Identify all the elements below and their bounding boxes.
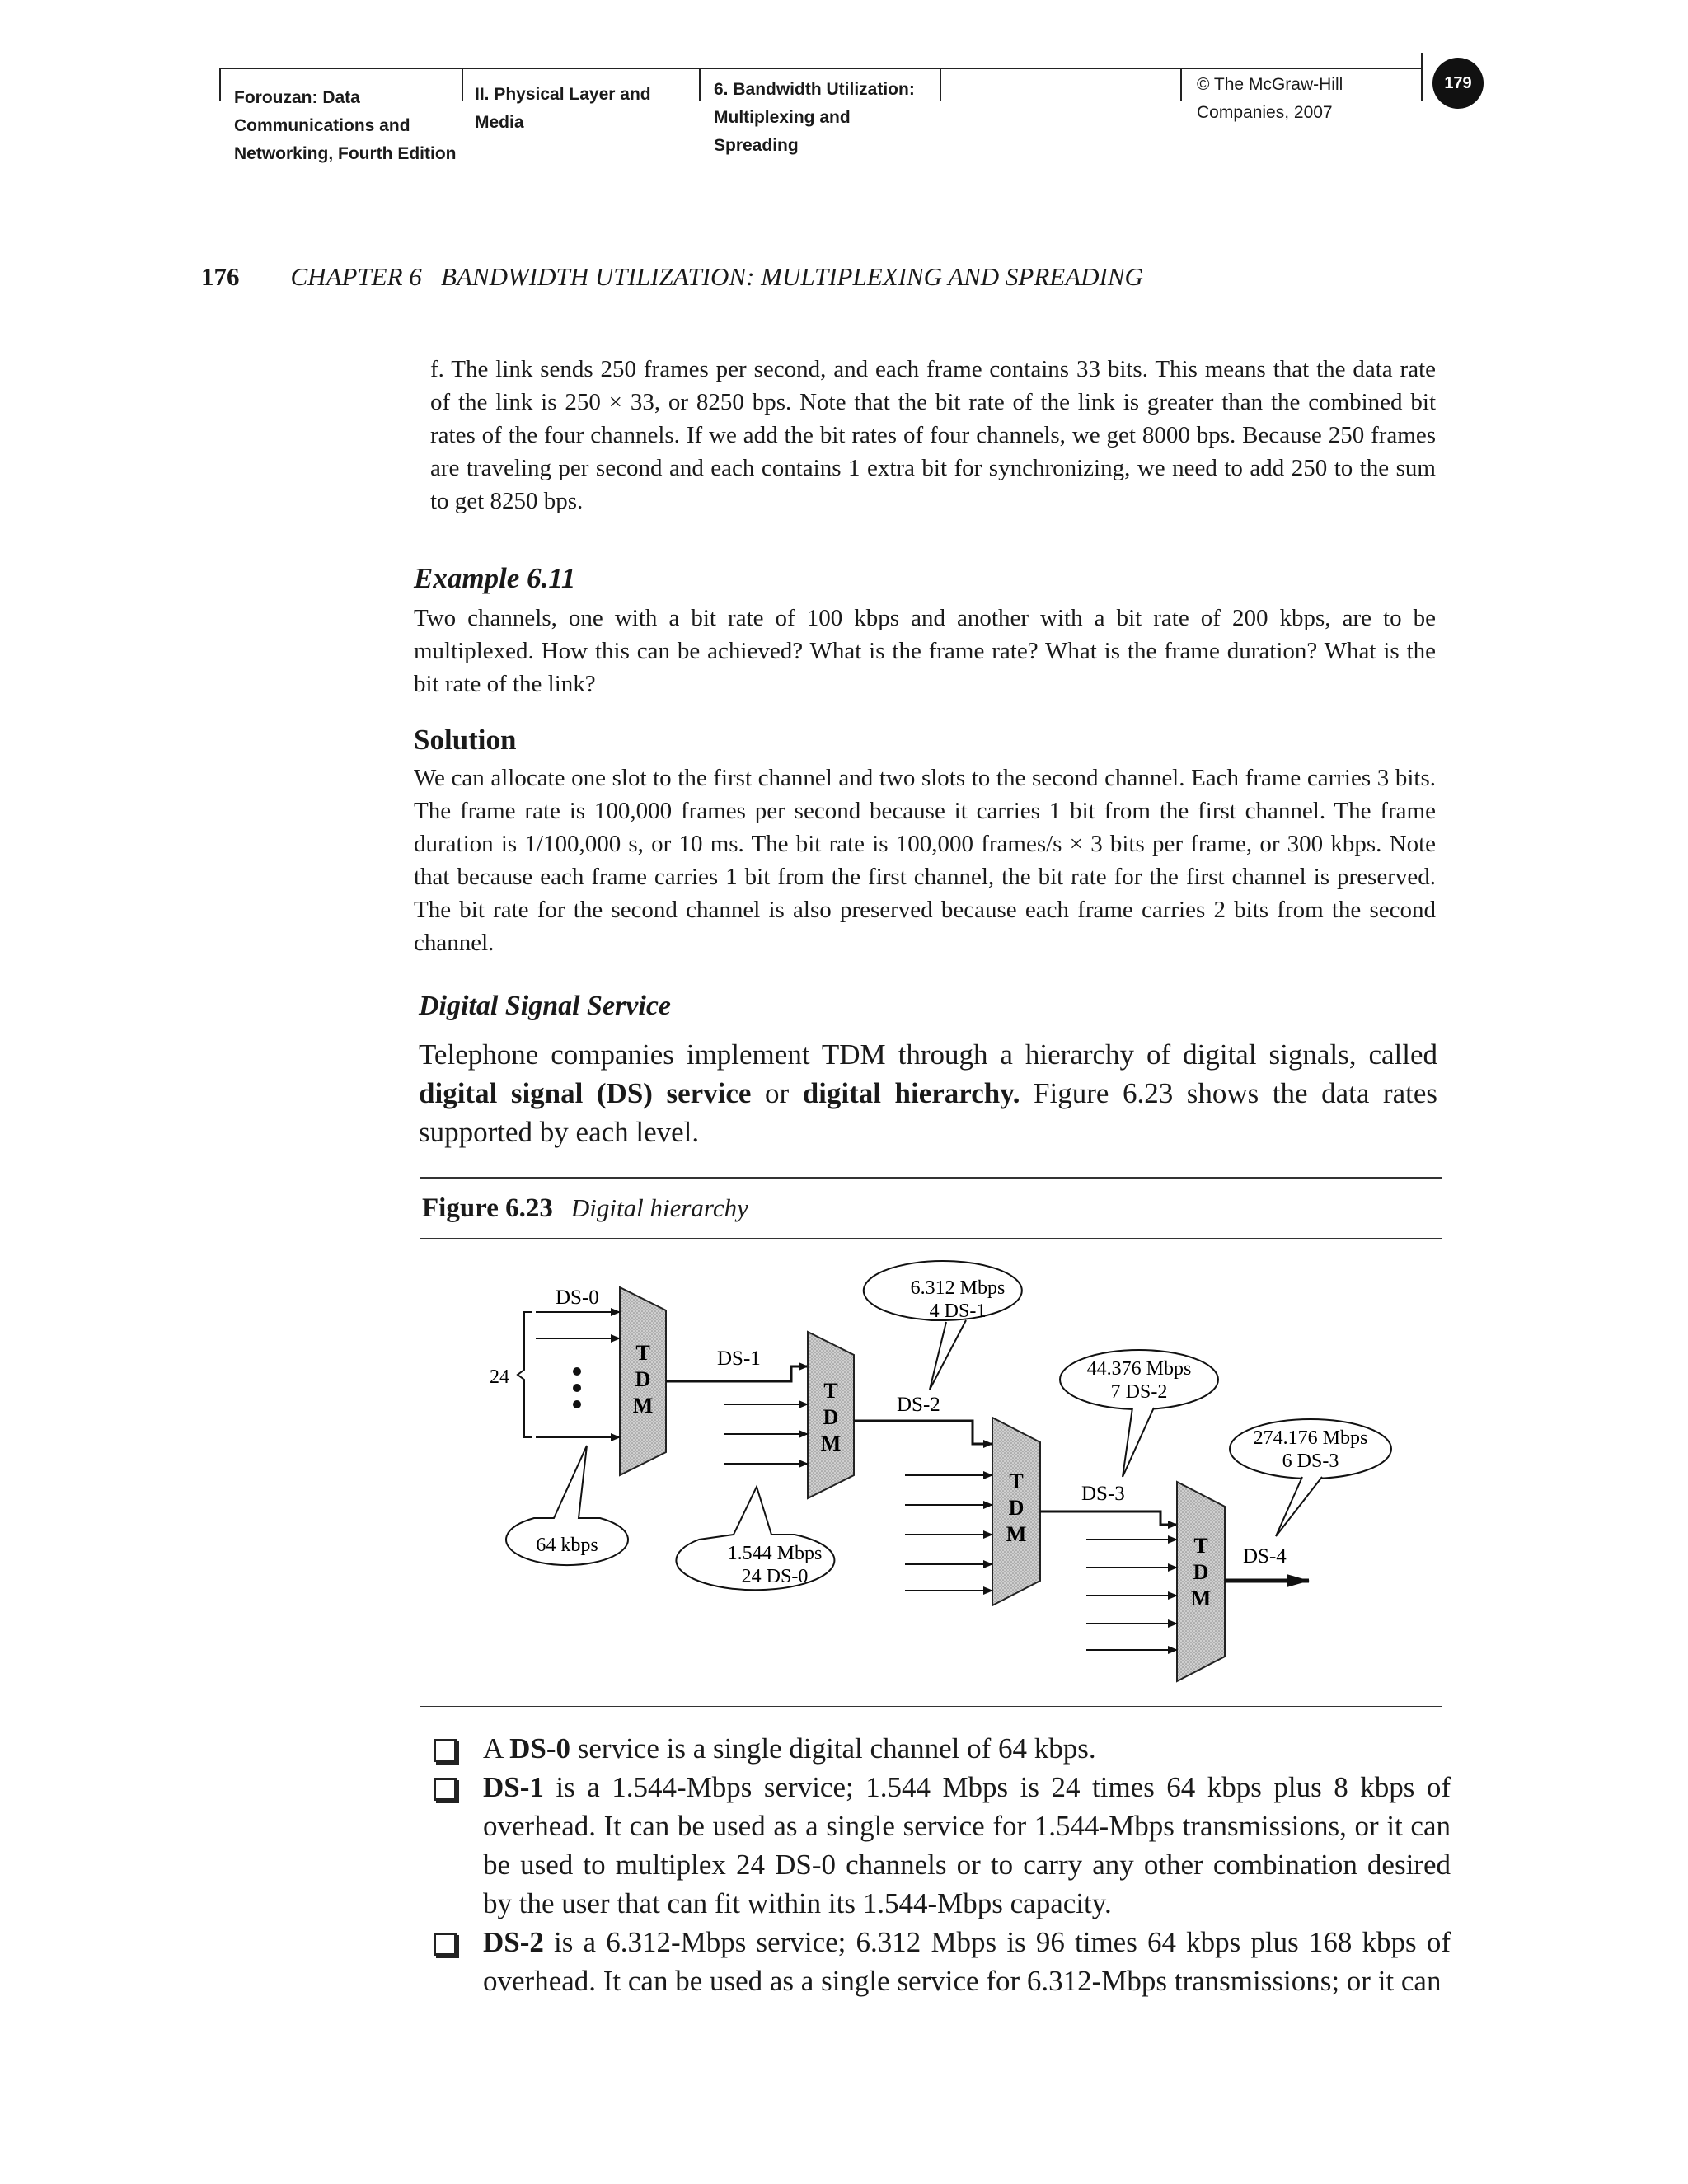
item-f-paragraph: f. The link sends 250 frames per second, and each frame contains 33 bits. This means that the data rate of the link is 250 × 33, or 8250 bps. Note that the bit rate of the link is greater than the combined bit rates of the four channels. If we add the bit rates of four channels, we get 8000 bps. Because 250 frames are traveling per second and each contains 1 extra bit for synchronizing, we need to add 250 to the sum to get 8250 bps. [430,356,1436,514]
page-number: 176 [201,262,240,291]
label-ds2: DS-2 [897,1394,940,1416]
checkbox-bullet-icon [434,1778,457,1801]
input-count: 24 [490,1366,509,1388]
ds-level-list [429,1729,1451,2000]
mux-letter: D [1193,1560,1209,1584]
callout-text: 7 DS-2 [1110,1381,1168,1403]
callout-pointer [1123,1408,1154,1477]
solution-text: We can allocate one slot to the first channel and two slots to the second channel. Each frame carries 3 bits. The frame rate is 100,000 frames per second because it carries 1 bit from the first channel. The frame duration is 1/100,000 s, or 10 ms. The bit rate is 100,000 frames/s × 3 bits per frame, or 300 kbps. Note that because each frame carries 1 bit from the first channel, the bit rate for the first channel is preserved. The bit rate for the second channel is also preserved because each frame carries 2 bits from the second channel. [414,765,1436,956]
label-ds4: DS-4 [1243,1545,1287,1568]
callout-text: 4 DS-1 [929,1301,987,1322]
figure-number: Figure 6.23 [422,1193,553,1223]
mux-letter: M [820,1432,842,1455]
figure-rule-bottom [420,1706,1442,1707]
section-paragraph: Telephone companies implement TDM through a hierarchy of digital signals, called digital signal (DS) service or digital hierarchy. Figure 6.23 shows the data rates supported by each level. [419,1038,1437,1148]
label-ds1: DS-1 [717,1347,761,1370]
ellipsis-dot [573,1400,581,1408]
ellipsis-dot [573,1384,581,1392]
list-item: DS-2 is a 6.312-Mbps service; 6.312 Mbps is 96 times 64 kbps plus 168 kbps of overhead. It can be used as a single service for 6.312-Mbps transmissions; or it can [429,1923,1451,2000]
mux-letter: T [1193,1534,1208,1558]
mux-letter: T [1009,1469,1024,1493]
callout-text: 24 DS-0 [741,1566,809,1587]
header-chapter: 6. Bandwidth Utilization: Multiplexing and Spreading [714,80,915,155]
mux-letter: D [1008,1496,1025,1520]
header-book: Forouzan: Data Communications and Networking, Fourth Edition [234,88,457,163]
mux-letter: D [823,1405,839,1429]
label-ds0: DS-0 [556,1286,599,1309]
callout-text: 6.312 Mbps [910,1277,1006,1299]
callout-text: 44.376 Mbps [1086,1358,1192,1380]
ellipsis-dot [573,1367,581,1376]
section-title: Digital Signal Service [419,991,671,1021]
checkbox-bullet-icon [434,1739,457,1762]
figure-title: Digital hierarchy [570,1193,748,1222]
solution-title: Solution [414,724,517,756]
count-brace [518,1312,532,1437]
mux-letter: M [1190,1586,1212,1610]
term-ds-service: digital signal (DS) service [419,1077,752,1109]
header-part: II. Physical Layer and Media [475,85,651,132]
checkbox-bullet-icon [434,1933,457,1956]
callout-text: 6 DS-3 [1282,1451,1339,1472]
running-title: CHAPTER 6 BANDWIDTH UTILIZATION: MULTIPLEXING AND SPREADING [290,262,1143,291]
mux-letter: T [635,1341,650,1365]
example-question: Two channels, one with a bit rate of 100 kbps and another with a bit rate of 200 kbps, are to be multiplexed. How this can be achieved? What is the frame rate? What is the frame duration? What is the bit rate of the link? [414,605,1436,697]
list-item: A DS-0 service is a single digital channel of 64 kbps. [429,1729,1451,1768]
mux-letter: M [1006,1522,1027,1546]
ds2-link [854,1421,992,1444]
callout-pointer [1276,1477,1322,1536]
mux-letter: D [635,1367,651,1391]
list-item: DS-1 is a 1.544-Mbps service; 1.544 Mbps is 24 times 64 kbps plus 8 kbps of overhead. It can be used as a single service for 1.544-Mbps transmissions, or it can be used to multiplex 24 DS-0 channels or to carry any other combination desired by the user that can fit within its 1.544-Mbps capacity. [429,1768,1451,1923]
label-ds3: DS-3 [1081,1483,1125,1505]
term-digital-hierarchy: digital hierarchy. [802,1077,1020,1109]
callout-text: 1.544 Mbps [727,1543,823,1564]
page-badge: 179 [1432,58,1484,109]
ds3-link [1040,1511,1177,1525]
example-title: Example 6.11 [414,562,576,594]
mux-letter: T [823,1379,838,1403]
callout-pointer [930,1320,966,1390]
callout-text: 64 kbps [536,1535,598,1556]
header-publisher: © The McGraw-Hill Companies, 2007 [1197,75,1343,122]
callout-text: 274.176 Mbps [1253,1427,1368,1449]
mux-letter: M [632,1394,654,1418]
